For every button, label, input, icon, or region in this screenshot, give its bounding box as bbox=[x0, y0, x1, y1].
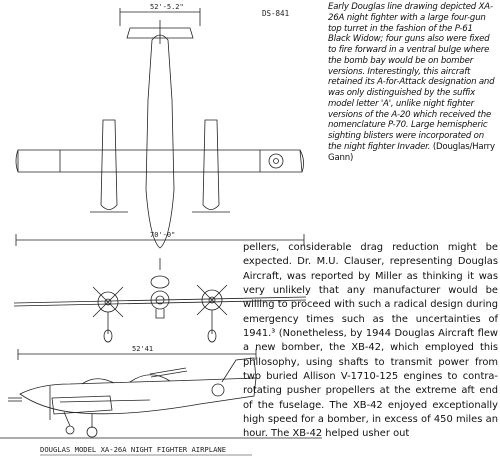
caption-credit: (Douglas/Harry Gann) bbox=[328, 141, 495, 163]
side-dimension-label: 52'41 bbox=[132, 345, 154, 353]
span-dimension-label: 70'-0" bbox=[150, 231, 176, 239]
body-column bbox=[243, 241, 498, 442]
drawing-code: DS-841 bbox=[262, 9, 290, 18]
caption-text: Early Douglas line drawing depicted XA-26A night fighter with a large four-gun top turret in the fashion of the P-61 Black Widow; four guns also were fixed to fire forward in a ventral bulge where the bomb bay would be on bomber versions. Interestingly, this aircraft retained its A-for-Attack designation and was only distinguished by the suffix model letter 'A', unlike night fighter versions of the A-20 which received the nomenclature P-70. Large hemispheric sighting blisters were incorporated on the night fighter Invader. bbox=[328, 2, 495, 152]
photo-caption bbox=[328, 2, 496, 163]
body-paragraph: pellers, considerable drag reduction might be expected. Dr. M.U. Clauser, representing Douglas Aircraft, was reported by Miller as thinking it was very unlikely that any manufacturer would be willing to proceed with such a radical design during emergency times such as the uncertainties of 1941.³ (Nonetheless, by 1944 Douglas Aircraft flew a new bomber, the XB-42, which employed this philosophy, using shafts to transmit power from two buried Allison V-1710-125 engines to contra-rotating pusher propellers at the extreme aft end of the fuselage. The XB-42 enjoyed exceptionally high speed for a bomber, in excess of 450 miles an hour. The XB-42 helped usher out bbox=[243, 242, 498, 440]
top-dimension-label: 52'-5.2" bbox=[150, 3, 184, 11]
drawing-title: DOUGLAS MODEL XA-26A NIGHT FIGHTER AIRPLANE bbox=[40, 445, 227, 454]
